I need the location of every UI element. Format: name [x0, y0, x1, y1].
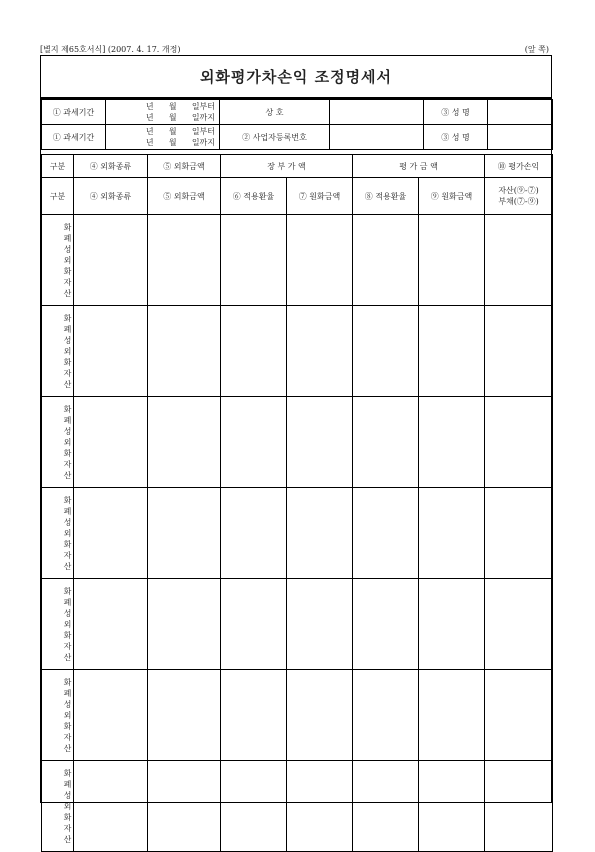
form-title: 외화평가차손익 조정명세서 — [41, 56, 551, 99]
table-row — [42, 579, 553, 670]
table-cell[interactable] — [353, 306, 419, 397]
col-eval-gain-loss: ⑩ 평가손익 — [485, 155, 553, 178]
table-cell[interactable] — [148, 488, 221, 579]
asset-formula: 자산(⑨-⑦) — [498, 186, 539, 195]
table-cell[interactable] — [287, 761, 353, 852]
period-label-2: ① 과세기간 — [42, 125, 106, 150]
table-cell[interactable] — [287, 306, 353, 397]
table-cell[interactable] — [221, 761, 287, 852]
table-cell[interactable] — [419, 488, 485, 579]
table-cell[interactable] — [353, 670, 419, 761]
name-label-2: ③ 성 명 — [424, 125, 488, 150]
table-cell[interactable] — [485, 579, 553, 670]
period-from-2: 년 월 일부터 — [145, 127, 215, 136]
name-value-2[interactable] — [488, 125, 553, 150]
table-cell[interactable] — [74, 579, 148, 670]
col-eval-value: 평 가 금 액 — [353, 155, 485, 178]
period-label: ① 과세기간 — [42, 100, 106, 125]
data-rows — [42, 215, 553, 852]
page-side: (앞 쪽) — [524, 45, 549, 54]
table-cell[interactable] — [485, 761, 553, 852]
table-cell[interactable] — [287, 579, 353, 670]
table-cell[interactable] — [419, 579, 485, 670]
liability-formula: 부채(⑦-⑨) — [498, 197, 539, 206]
table-cell[interactable] — [353, 215, 419, 306]
table-cell[interactable] — [74, 215, 148, 306]
row-label: 화폐성외화자산 — [42, 670, 74, 761]
table-cell[interactable] — [419, 670, 485, 761]
table-cell[interactable] — [148, 761, 221, 852]
table-row — [42, 488, 553, 579]
table-row — [42, 306, 553, 397]
col2-currency-type: ④ 외화종류 — [74, 178, 148, 215]
table-cell[interactable] — [221, 488, 287, 579]
table-cell[interactable] — [353, 761, 419, 852]
table-cell[interactable] — [221, 215, 287, 306]
table-cell[interactable] — [74, 306, 148, 397]
period-range-2[interactable] — [106, 125, 220, 150]
table-cell[interactable] — [485, 670, 553, 761]
row-label: 화폐성외화자산 — [42, 579, 74, 670]
row-label: 화폐성외화자산 — [42, 488, 74, 579]
table-cell[interactable] — [148, 579, 221, 670]
table-cell[interactable] — [485, 488, 553, 579]
row-label: 화폐성외화자산 — [42, 306, 74, 397]
table-cell[interactable] — [485, 306, 553, 397]
table-row — [42, 761, 553, 852]
table-row — [42, 670, 553, 761]
table-cell[interactable] — [419, 397, 485, 488]
col-currency-type: ④ 외화종류 — [74, 155, 148, 178]
name-value[interactable] — [488, 100, 553, 125]
row-label: 화폐성외화자산 — [42, 397, 74, 488]
form-label: [별지 제65호서식] (2007. 4. 17. 개정) — [40, 45, 181, 54]
bizno-value[interactable] — [330, 125, 424, 150]
col-category: 구분 — [42, 155, 74, 178]
table-cell[interactable] — [287, 488, 353, 579]
table-cell[interactable] — [221, 670, 287, 761]
table-cell[interactable] — [353, 488, 419, 579]
table-cell[interactable] — [148, 306, 221, 397]
col2-category: 구분 — [42, 178, 74, 215]
table-cell[interactable] — [221, 397, 287, 488]
table-cell[interactable] — [353, 397, 419, 488]
col2-currency-amount: ⑤ 외화금액 — [148, 178, 221, 215]
table-cell[interactable] — [419, 306, 485, 397]
table-cell[interactable] — [74, 488, 148, 579]
table-cell[interactable] — [74, 670, 148, 761]
col2-applied-rate-eval: ⑧ 적용환율 — [353, 178, 419, 215]
col-currency-amount: ⑤ 외화금액 — [148, 155, 221, 178]
period-to: 년 월 일까지 — [145, 113, 215, 122]
table-cell[interactable] — [287, 215, 353, 306]
period-to-2: 년 월 일까지 — [145, 138, 215, 147]
company-label: 상 호 — [220, 100, 330, 125]
table-row — [42, 215, 553, 306]
table-cell[interactable] — [74, 397, 148, 488]
col2-won-amount-eval: ⑨ 원화금액 — [419, 178, 485, 215]
table-cell[interactable] — [148, 670, 221, 761]
form-frame — [40, 55, 552, 846]
table-cell[interactable] — [353, 579, 419, 670]
table-cell[interactable] — [419, 215, 485, 306]
period-from: 년 월 일부터 — [145, 102, 215, 111]
col2-won-amount-book: ⑦ 원화금액 — [287, 178, 353, 215]
table-cell[interactable] — [287, 397, 353, 488]
table-cell[interactable] — [485, 397, 553, 488]
info-table — [41, 99, 553, 150]
bizno-label: ② 사업자등록번호 — [220, 125, 330, 150]
row-label: 화폐성외화자산 — [42, 761, 74, 852]
name-label: ③ 성 명 — [424, 100, 488, 125]
col2-applied-rate-book: ⑥ 적용환율 — [221, 178, 287, 215]
main-table — [41, 154, 553, 852]
table-cell[interactable] — [74, 761, 148, 852]
table-cell[interactable] — [485, 215, 553, 306]
company-value[interactable] — [330, 100, 424, 125]
row-label: 화폐성외화자산 — [42, 215, 74, 306]
table-cell[interactable] — [221, 579, 287, 670]
table-cell[interactable] — [148, 215, 221, 306]
col2-gain-loss-formula — [485, 178, 553, 215]
table-row — [42, 397, 553, 488]
period-range[interactable] — [106, 100, 220, 125]
table-cell[interactable] — [419, 761, 485, 852]
table-cell[interactable] — [148, 397, 221, 488]
col-book-value: 장 부 가 액 — [221, 155, 353, 178]
table-cell[interactable] — [221, 306, 287, 397]
table-cell[interactable] — [287, 670, 353, 761]
